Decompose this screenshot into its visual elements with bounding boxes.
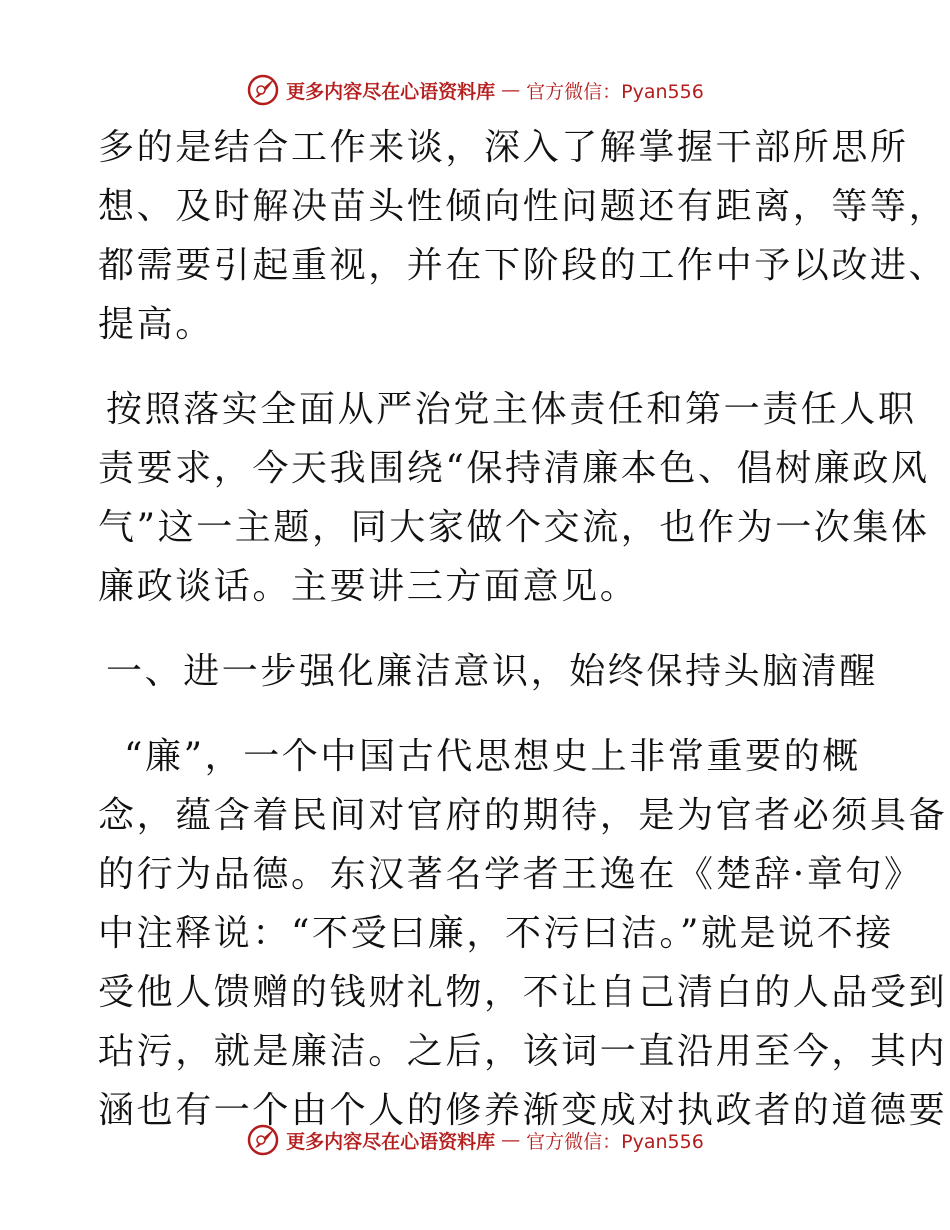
paragraph-1 <box>98 118 948 354</box>
header-wechat-text: 官方微信：Pyan556 <box>526 80 704 103</box>
text-line: 玷污，就是廉洁。之后，该词一直沿用至今，其内 <box>98 1031 948 1072</box>
text-line: 想、及时解决苗头性倾向性问题还有距离，等等， <box>98 186 948 227</box>
text-line: 都需要引起重视，并在下阶段的工作中予以改进、 <box>98 245 948 286</box>
text-line: 廉政谈话。主要讲三方面意见。 <box>98 566 639 607</box>
footer-wechat-text: 官方微信：Pyan556 <box>526 1130 704 1153</box>
paragraph-2 <box>98 380 930 616</box>
text-line: 提高。 <box>98 304 214 345</box>
header-site-text: 更多内容尽在心语资料库 <box>286 80 496 103</box>
text-line: 气”这一主题，同大家做个交流，也作为一次集体 <box>98 507 930 548</box>
feather-pen-logo-icon <box>246 73 280 107</box>
feather-pen-logo-icon <box>246 1123 280 1157</box>
text-line: 受他人馈赠的钱财礼物，不让自己清白的人品受到 <box>98 972 948 1013</box>
text-line: 念，蕴含着民间对官府的期待，是为官者必须具备 <box>98 795 948 836</box>
header-separator: — <box>501 79 521 101</box>
paragraph-3 <box>98 727 948 1140</box>
footer-banner <box>0 1120 950 1160</box>
text-line: 责要求，今天我围绕“保持清廉本色、倡树廉政风 <box>98 448 930 489</box>
footer-separator: — <box>501 1129 521 1151</box>
text-line: “廉”，一个中国古代思想史上非常重要的概 <box>124 736 861 777</box>
text-line: 涵也有一个由个人的修养渐变成对执政者的道德要 <box>98 1090 948 1131</box>
text-line: 多的是结合工作来谈，深入了解掌握干部所思所 <box>98 127 909 168</box>
footer-site-text: 更多内容尽在心语资料库 <box>286 1130 496 1153</box>
document-body <box>98 118 948 1140</box>
section-heading: 一、进一步强化廉洁意识，始终保持头脑清醒 <box>106 651 879 692</box>
text-line: 中注释说：“不受曰廉，不污曰洁。”就是说不接 <box>98 913 895 954</box>
text-line: 的行为品德。东汉著名学者王逸在《楚辞·章句》 <box>98 854 923 895</box>
text-line: 按照落实全面从严治党主体责任和第一责任人职 <box>106 389 917 430</box>
header-banner <box>0 70 950 110</box>
